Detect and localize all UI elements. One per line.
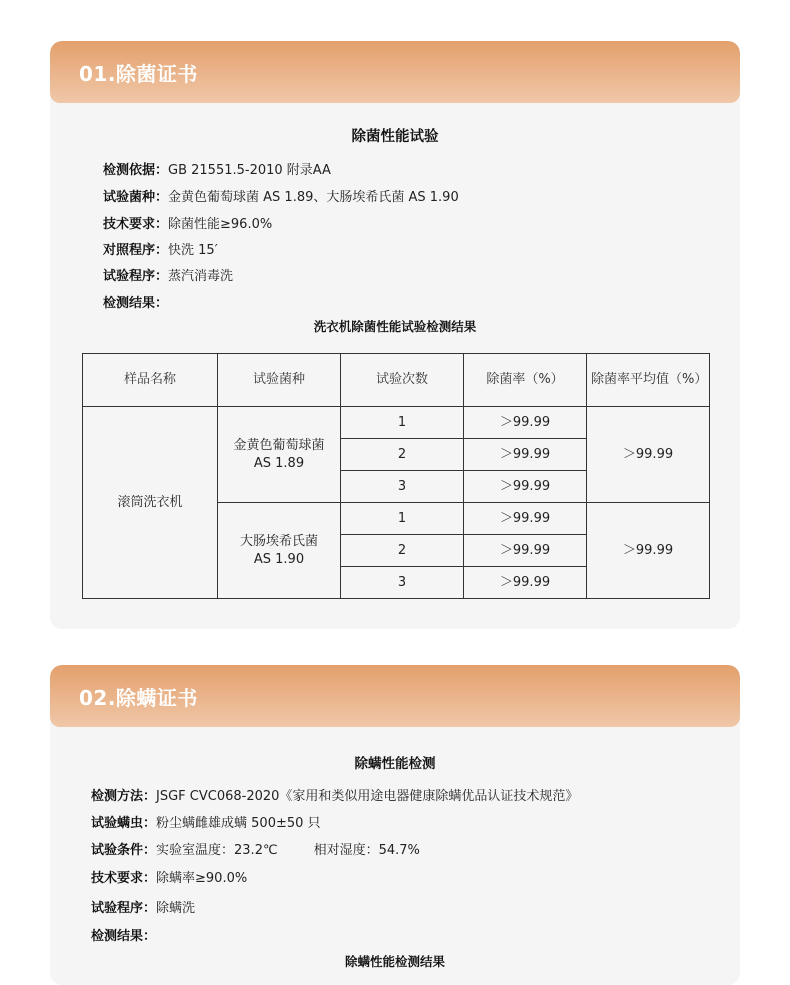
field-value: 金黄色葡萄球菌 AS 1.89、大肠埃希氏菌 AS 1.90: [168, 190, 459, 205]
strain-code: AS 1.89: [253, 455, 305, 471]
field-label: 技术要求：: [103, 217, 169, 232]
section-header: [50, 41, 740, 103]
field-label: 检测结果：: [91, 929, 157, 944]
document-title: 除螨性能检测: [354, 756, 436, 772]
table-row: [83, 407, 710, 439]
field-value: 实验室温度：23.2℃: [156, 843, 278, 858]
strain-code: AS 1.90: [253, 551, 305, 567]
field-value: 除螨洗: [156, 901, 196, 916]
field-row: [103, 186, 459, 205]
table-title: 洗衣机除菌性能试验检测结果: [313, 319, 477, 334]
column-header: 试验菌种: [218, 354, 341, 407]
field-row: [91, 839, 420, 858]
table-title: 除螨性能检测结果: [344, 954, 445, 969]
field-row: [91, 812, 321, 831]
field-row: [103, 239, 218, 258]
strain-cell: [218, 407, 341, 503]
field-row: [103, 213, 272, 232]
run-number-cell: 2: [341, 439, 464, 471]
field-value: 除螨率≥90.0%: [156, 871, 248, 886]
field-label: 检测结果：: [103, 296, 169, 311]
rate-cell: ＞99.99: [464, 471, 587, 503]
field-label: 检测方法：: [91, 789, 157, 804]
average-cell: ＞99.99: [587, 407, 710, 503]
rate-cell: ＞99.99: [464, 535, 587, 567]
field-row: [91, 867, 247, 886]
rate-cell: ＞99.99: [464, 407, 587, 439]
section-heading: 02.除螨证书: [79, 685, 198, 710]
run-number-cell: 2: [341, 535, 464, 567]
average-cell: ＞99.99: [587, 503, 710, 599]
section-heading: 01.除菌证书: [79, 61, 198, 86]
field-value: JSGF CVC068-2020《家用和类似用途电器健康除螨优品认证技术规范》: [156, 789, 579, 804]
field-row: [103, 159, 331, 178]
field-row: [103, 265, 233, 284]
run-number-cell: 3: [341, 567, 464, 599]
rate-cell: ＞99.99: [464, 439, 587, 471]
field-label: 试验菌种：: [103, 190, 169, 205]
field-row: [91, 785, 578, 804]
strain-cell: [218, 503, 341, 599]
column-header: 样品名称: [83, 354, 218, 407]
sample-name-cell: 滚筒洗衣机: [83, 407, 218, 599]
field-label: 对照程序：: [103, 243, 169, 258]
field-value: 快洗 15′: [168, 243, 218, 258]
mite-removal-certificate-card: [50, 665, 740, 985]
field-row: [103, 292, 168, 311]
field-label: 检测依据：: [103, 163, 169, 178]
field-value: GB 21551.5-2010 附录AA: [168, 163, 331, 178]
column-header: 除菌率平均值（%）: [587, 354, 710, 407]
field-row: [91, 897, 195, 916]
section-header: [50, 665, 740, 727]
field-label: 试验螨虫：: [91, 816, 157, 831]
run-number-cell: 1: [341, 407, 464, 439]
results-table: [82, 353, 710, 599]
sterilization-certificate-card: [50, 41, 740, 629]
field-value-humidity: 相对湿度：54.7%: [313, 843, 420, 858]
field-value: 除菌性能≥96.0%: [168, 217, 273, 232]
field-label: 试验程序：: [91, 901, 157, 916]
column-header: 除菌率（%）: [464, 354, 587, 407]
table-header-row: [83, 354, 710, 407]
rate-cell: ＞99.99: [464, 567, 587, 599]
document-title: 除菌性能试验: [351, 129, 439, 145]
column-header: 试验次数: [341, 354, 464, 407]
field-value: 粉尘螨雌雄成螨 500±50 只: [156, 816, 321, 831]
rate-cell: ＞99.99: [464, 503, 587, 535]
field-label: 试验程序：: [103, 269, 169, 284]
field-row: [91, 925, 156, 944]
strain-name: 金黄色葡萄球菌: [233, 437, 325, 453]
run-number-cell: 1: [341, 503, 464, 535]
field-label: 技术要求：: [91, 871, 157, 886]
strain-name: 大肠埃希氏菌: [239, 533, 318, 549]
field-label: 试验条件：: [91, 843, 157, 858]
field-value: 蒸汽消毒洗: [168, 269, 234, 284]
run-number-cell: 3: [341, 471, 464, 503]
